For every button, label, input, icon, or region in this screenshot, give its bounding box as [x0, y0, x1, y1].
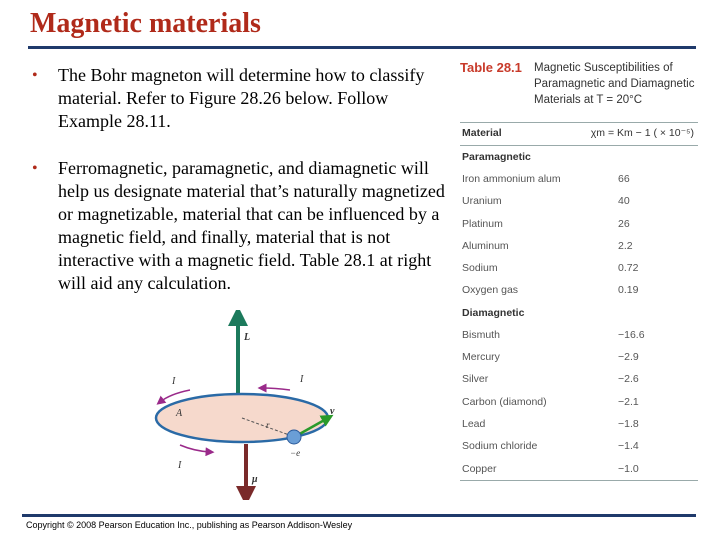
cell-value: 66: [618, 173, 630, 185]
table-row: [460, 168, 698, 190]
cell-material: Silver: [462, 373, 489, 386]
table-caption: Magnetic Susceptibilities of Paramagnetic and Diamagnetic Materials at T = 20°C: [534, 62, 695, 106]
current-arrow-top-right: [262, 388, 290, 390]
bullet-item-2: [28, 157, 448, 295]
cell-material: Bismuth: [462, 328, 500, 341]
cell-value: −2.6: [618, 373, 639, 386]
table-row: [460, 235, 698, 257]
table-row: [460, 346, 698, 368]
cell-material: Mercury: [462, 351, 500, 364]
table-row: [460, 391, 698, 413]
cell-value: −2.1: [618, 395, 639, 408]
table-row: [460, 413, 698, 435]
orbit-diagram: [150, 310, 350, 500]
cell-material: Carbon (diamond): [462, 395, 547, 408]
label-r: r: [266, 420, 270, 430]
bullet-text: The Bohr magneton will determine how to classify material. Refer to Figure 28.26 below. Follow Example 28.11.: [58, 65, 425, 131]
cell-material: Iron ammonium alum: [462, 173, 561, 185]
susceptibility-table: [460, 60, 698, 481]
cell-material: Sodium: [462, 262, 498, 275]
cell-value: 0.72: [618, 262, 639, 275]
label-I: I: [300, 374, 304, 385]
table-row: [460, 213, 698, 235]
bullet-icon: •: [32, 160, 38, 177]
current-arrow-bottom: [180, 445, 210, 452]
cell-value: −1.0: [618, 462, 639, 475]
bullet-item-1: [28, 64, 448, 133]
label-electron: −e: [290, 448, 301, 458]
group-heading-paramagnetic: Paramagnetic: [462, 151, 531, 163]
table-header: [460, 60, 698, 116]
table-column-headers: [460, 122, 698, 146]
title-divider: [28, 46, 696, 49]
column-header-susceptibility: χm = Km − 1 ( × 10⁻⁵): [590, 127, 694, 139]
cell-material: Platinum: [462, 217, 503, 230]
cell-material: Copper: [462, 462, 497, 475]
label-L: L: [244, 332, 251, 343]
table-row: [460, 324, 698, 346]
table-row: [460, 257, 698, 279]
cell-value: 40: [618, 195, 630, 208]
table-row: [460, 190, 698, 212]
label-A: A: [176, 408, 183, 419]
cell-material: Aluminum: [462, 239, 509, 252]
cell-value: −1.8: [618, 417, 639, 430]
copyright-footer: Copyright © 2008 Pearson Education Inc., publishing as Pearson Addison-Wesley: [26, 520, 353, 530]
table-row: [460, 279, 698, 301]
label-I: I: [178, 460, 182, 471]
cell-value: 26: [618, 217, 630, 230]
column-header-material: Material: [462, 127, 502, 139]
table-row: [460, 368, 698, 390]
slide-title: Magnetic materials: [30, 8, 261, 39]
cell-value: −2.9: [618, 351, 639, 364]
cell-material: Uranium: [462, 195, 502, 208]
bullet-icon: •: [32, 67, 38, 84]
cell-value: −1.4: [618, 440, 639, 453]
cell-value: 2.2: [618, 239, 633, 252]
table-label: Table 28.1: [460, 60, 522, 75]
cell-value: −16.6: [618, 328, 645, 341]
table-row: [460, 435, 698, 457]
electron-icon: [287, 430, 301, 444]
footer-divider: [22, 514, 696, 517]
table-row: [460, 458, 698, 481]
group-heading-diamagnetic: Diamagnetic: [462, 306, 525, 319]
label-mu: μ: [252, 474, 258, 485]
bullet-text: Ferromagnetic, paramagnetic, and diamagnetic will help us designate material that’s naturally magnetized or magnetizable, material that can be influenced by a magnetic field, and finally, material that is not interactive with a magnetic field. Table 28.1 at right will aid any calculation.: [58, 158, 445, 293]
label-v: v: [330, 406, 335, 417]
label-I: I: [172, 376, 176, 387]
cell-material: Sodium chloride: [462, 440, 538, 453]
cell-value: 0.19: [618, 284, 639, 297]
cell-material: Lead: [462, 417, 486, 430]
bullet-list: [28, 64, 448, 319]
cell-material: Oxygen gas: [462, 284, 519, 297]
